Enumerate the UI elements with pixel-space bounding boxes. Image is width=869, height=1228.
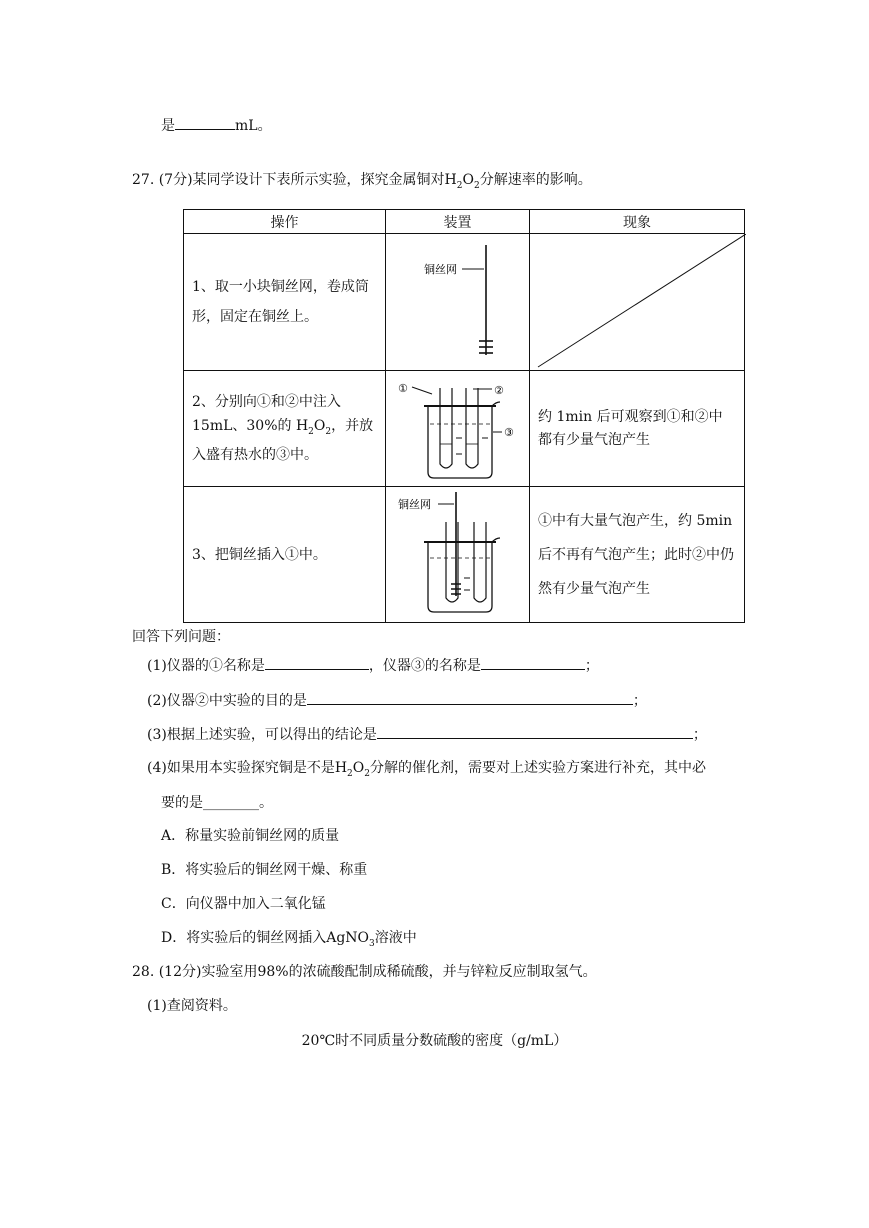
- sub-question-4: (4)如果用本实验探究铜是不是$H_2O_2$分解的催化剂，需要对上述实验方案进行补充，其中必: [147, 760, 706, 779]
- option-a[interactable]: A．称量实验前铜丝网的质量: [161, 828, 340, 844]
- density-table-caption: 20℃时不同质量分数硫酸的密度（g/mL）: [301, 1033, 568, 1049]
- phenomenon-cell: 约 1min 后可观察到①和②中都有少量气泡产生: [530, 371, 745, 487]
- experiment-table: [183, 209, 745, 623]
- header-operation: 操作: [184, 210, 386, 234]
- diagonal-slash: [530, 234, 746, 371]
- option-d[interactable]: D．将实验后的铜丝网插入AgNO$_3$溶液中: [161, 930, 417, 949]
- copper-mesh-label: 铜丝网: [397, 497, 431, 511]
- copper-in-tube-figure: [388, 488, 528, 618]
- answer-blank-1[interactable]: [265, 657, 369, 670]
- table-row: [184, 371, 745, 487]
- question-27-title: 27. (7分)某同学设计下表所示实验，探究金属铜对$H_2O_2$分解速率的影响。: [132, 172, 592, 191]
- answer-blank-2[interactable]: [481, 657, 585, 670]
- prev-question-tail: 是 mL。: [161, 118, 272, 134]
- answer-blank-4[interactable]: [377, 726, 693, 739]
- label-2: ②: [493, 383, 504, 397]
- device-cell: [386, 371, 530, 487]
- header-phenomenon: 现象: [530, 210, 745, 234]
- option-b[interactable]: B．将实验后的铜丝网干燥、称重: [161, 862, 368, 878]
- question-28-sub-1: (1)查阅资料。: [147, 998, 237, 1014]
- answer-blank-3[interactable]: [307, 692, 633, 705]
- sub-question-1: (1)仪器的①名称是 ，仪器③的名称是 ；: [147, 658, 599, 674]
- option-c[interactable]: C．向仪器中加入二氧化锰: [161, 896, 326, 912]
- copper-mesh-figure: [388, 235, 528, 365]
- device-cell: [386, 234, 530, 371]
- sub-question-3: (3)根据上述实验，可以得出的结论是 ；: [147, 727, 707, 743]
- sub-question-4-line2: 要的是________。: [161, 795, 273, 811]
- copper-mesh-label: 铜丝网: [423, 263, 457, 276]
- question-28-title: 28. (12分)实验室用98%的浓硫酸配制成稀硫酸，并与锌粒反应制取氢气。: [132, 964, 597, 980]
- answer-intro: 回答下列问题：: [132, 629, 230, 645]
- table-row: [184, 234, 745, 371]
- sub-question-2: (2)仪器②中实验的目的是 ；: [147, 693, 647, 709]
- table-header-row: [184, 210, 745, 234]
- operation-cell: 2、分别向①和②中注入15mL、30%的 $H_2O_2$，并放入盛有热水的③中。: [184, 371, 386, 487]
- device-cell: [386, 487, 530, 623]
- table-row: [184, 487, 745, 623]
- answer-blank[interactable]: [175, 117, 235, 130]
- header-device: 装置: [386, 210, 530, 234]
- label-1: ①: [397, 381, 408, 395]
- phenomenon-cell-empty: [530, 234, 745, 371]
- operation-cell: 3、把铜丝插入①中。: [184, 487, 386, 623]
- operation-cell: 1、取一小块铜丝网，卷成筒形，固定在铜丝上。: [184, 234, 386, 371]
- test-tubes-in-beaker-figure: [388, 372, 528, 482]
- label-3: ③: [503, 425, 514, 439]
- phenomenon-cell: ①中有大量气泡产生，约 5min 后不再有气泡产生；此时②中仍然有少量气泡产生: [530, 487, 745, 623]
